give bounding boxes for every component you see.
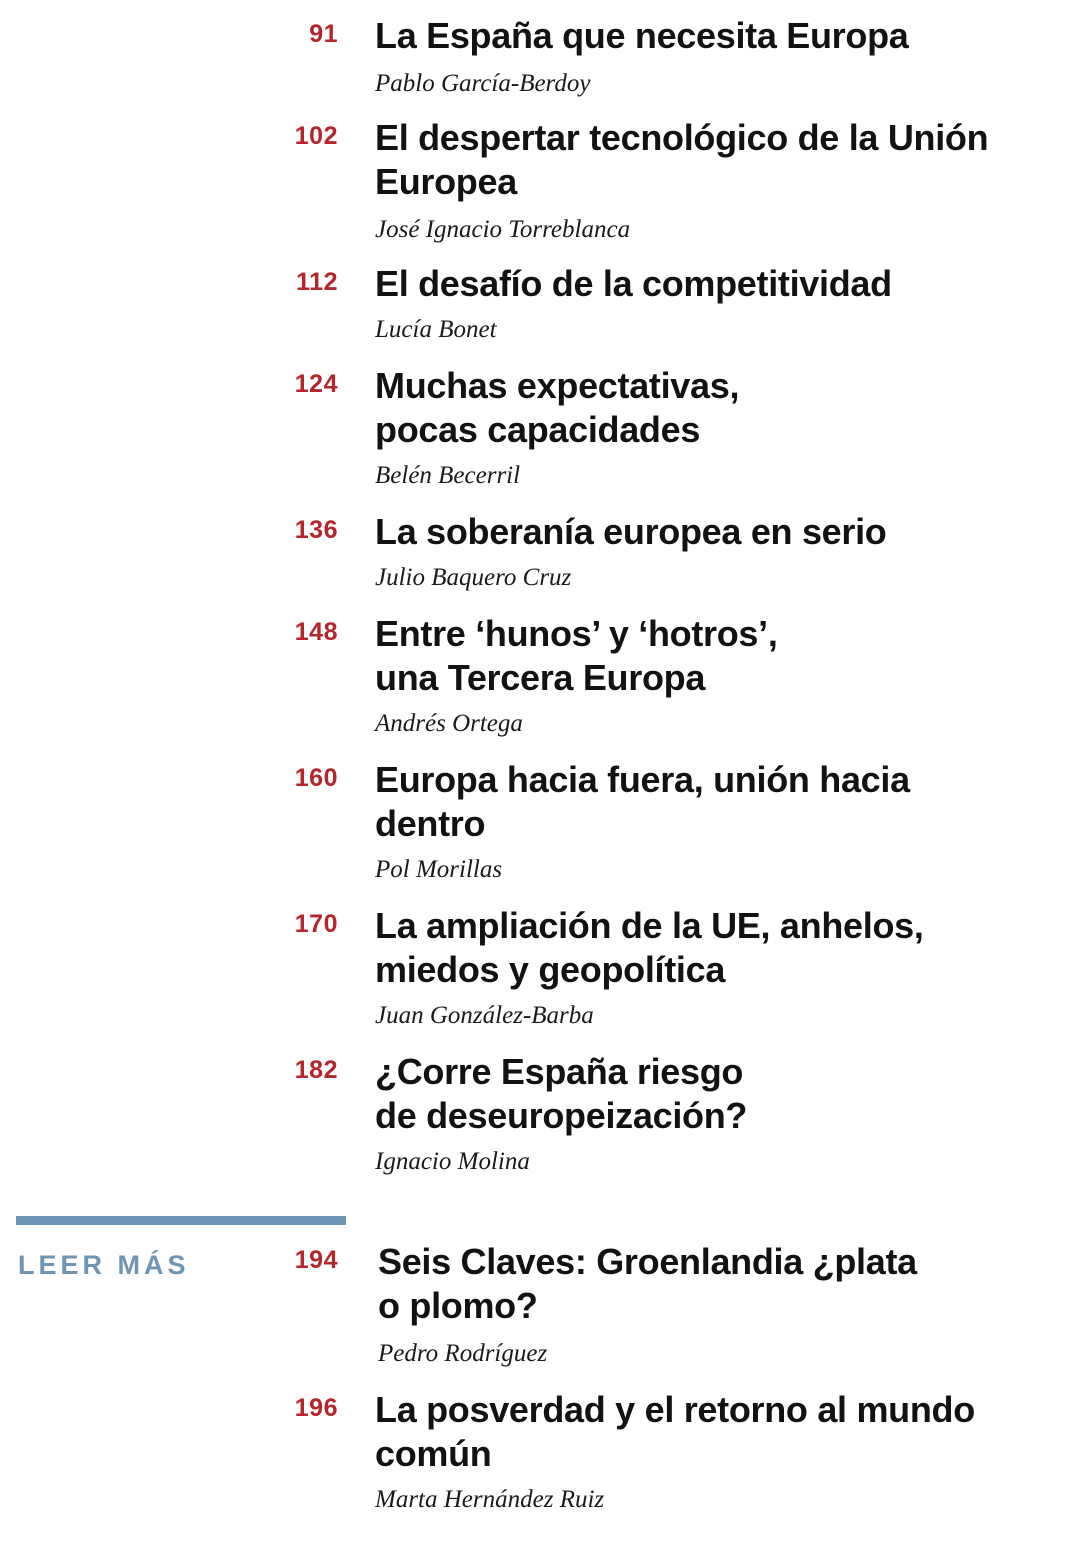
- article-title[interactable]: ¿Corre España riesgo de deseuropeización?: [375, 1051, 748, 1136]
- page-number: 196: [294, 1394, 338, 1422]
- article-author: Ignacio Molina: [375, 1148, 530, 1175]
- article-author: Julio Baquero Cruz: [375, 564, 572, 591]
- article-author: Pedro Rodríguez: [378, 1340, 548, 1367]
- article-author: Andrés Ortega: [375, 710, 523, 737]
- article-author: Belén Becerril: [375, 462, 521, 489]
- page-number: 148: [294, 618, 338, 646]
- article-title[interactable]: La posverdad y el retorno al mundo común: [375, 1389, 975, 1474]
- article-author: Lucía Bonet: [375, 316, 497, 343]
- article-title[interactable]: El despertar tecnológico de la Unión Europea: [375, 117, 989, 202]
- section-divider: [16, 1216, 346, 1225]
- page-number: 102: [294, 122, 338, 150]
- article-author: Marta Hernández Ruiz: [375, 1486, 605, 1513]
- page-number: 136: [294, 516, 338, 544]
- section-label-leer-mas: LEER MÁS: [18, 1250, 190, 1280]
- article-author: Juan González-Barba: [375, 1002, 594, 1029]
- page-number: 91: [309, 20, 338, 48]
- article-title[interactable]: La soberanía europea en serio: [375, 511, 887, 552]
- article-title[interactable]: La ampliación de la UE, anhelos, miedos y geopolítica: [375, 905, 924, 990]
- article-title[interactable]: Europa hacia fuera, unión hacia dentro: [375, 759, 910, 844]
- article-author: José Ignacio Torreblanca: [375, 216, 631, 243]
- page-number: 124: [294, 370, 338, 398]
- article-author: Pablo García-Berdoy: [375, 70, 591, 97]
- article-title[interactable]: Entre ‘hunos’ y ‘hotros’, una Tercera Europa: [375, 613, 778, 698]
- page-number: 182: [294, 1056, 338, 1084]
- page-number: 194: [294, 1246, 338, 1274]
- page-number: 160: [294, 764, 338, 792]
- article-title[interactable]: La España que necesita Europa: [375, 15, 909, 56]
- page-number: 170: [294, 910, 338, 938]
- article-title[interactable]: El desafío de la competitividad: [375, 263, 892, 304]
- page-number: 112: [296, 268, 338, 296]
- article-title[interactable]: Seis Claves: Groenlandia ¿plata o plomo?: [378, 1241, 917, 1326]
- article-title[interactable]: Muchas expectativas, pocas capacidades: [375, 365, 740, 450]
- article-author: Pol Morillas: [375, 856, 503, 883]
